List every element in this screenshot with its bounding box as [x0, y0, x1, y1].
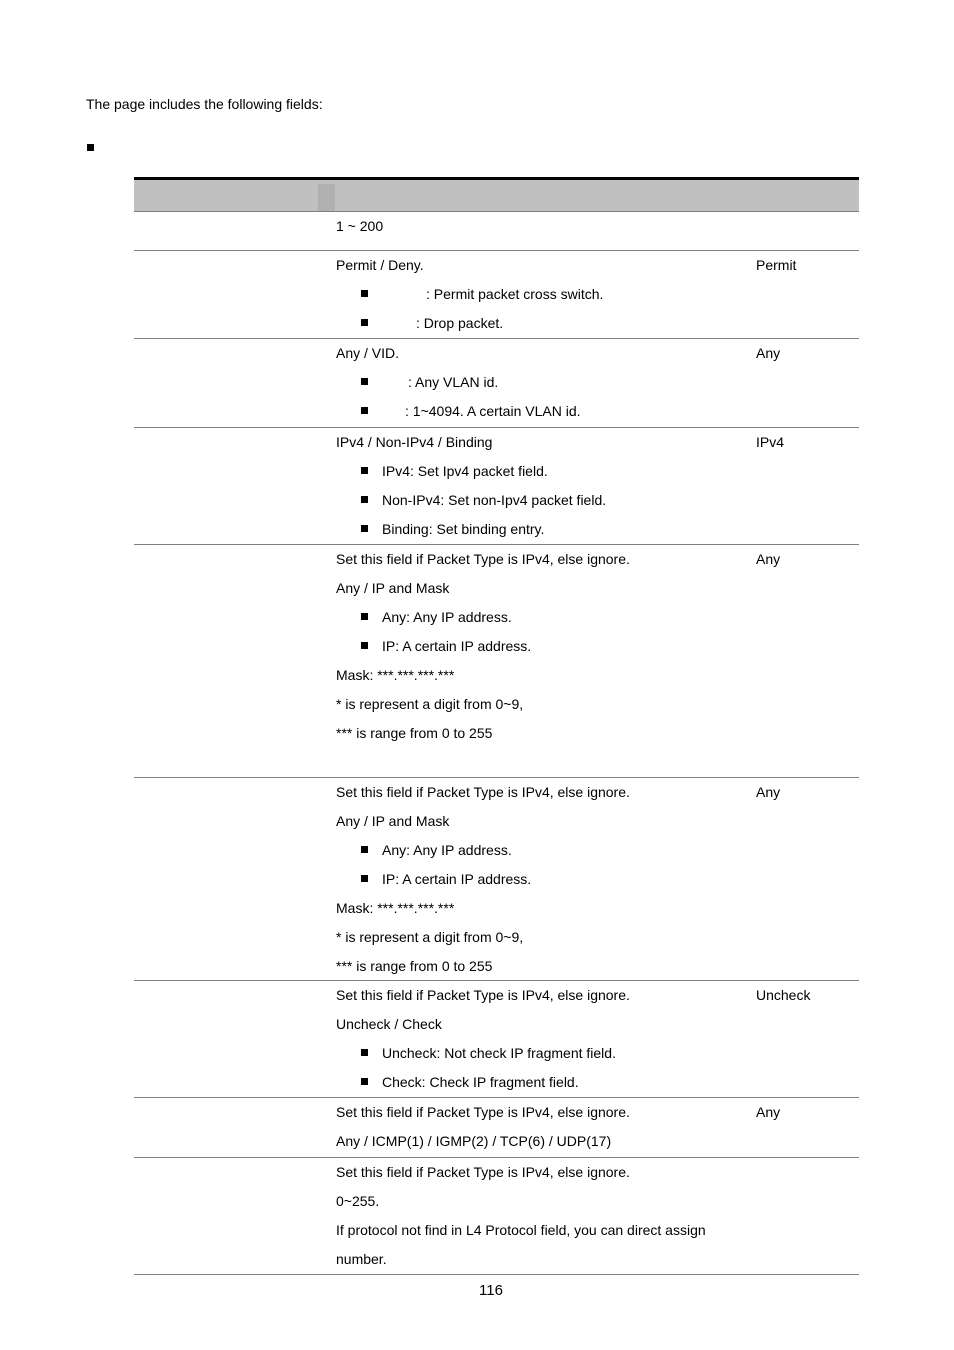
bullet-text: Non-IPv4: Set non-Ipv4 packet field. [382, 492, 607, 508]
bullet-text: IP: A certain IP address. [382, 638, 532, 654]
bullet-text: Binding: Set binding entry. [382, 521, 545, 537]
description-line: Mask: ***.***.***.*** [336, 667, 455, 683]
square-bullet-icon [361, 407, 368, 414]
description-line: number. [336, 1251, 387, 1267]
row-description [336, 1164, 706, 1280]
bullet-text: : Permit packet cross switch. [426, 286, 604, 302]
square-bullet-icon [361, 496, 368, 503]
row-default-value: IPv4 [756, 434, 785, 450]
description-line: Any / VID. [336, 345, 400, 361]
row-description [336, 218, 383, 247]
row-default-value: Any [756, 1104, 781, 1120]
bullet-item [336, 638, 630, 667]
square-bullet-icon [361, 467, 368, 474]
table-row [134, 545, 859, 778]
square-bullet-icon [361, 1078, 368, 1085]
row-description [336, 434, 606, 550]
square-bullet-icon [361, 846, 368, 853]
bullet-text: Check: Check IP fragment field. [382, 1074, 579, 1090]
row-default-value: Any [756, 345, 781, 361]
row-default-value: Permit [756, 257, 797, 273]
bullet-text: Uncheck: Not check IP fragment field. [382, 1045, 616, 1061]
description-line: Set this field if Packet Type is IPv4, else ignore. [336, 784, 630, 800]
description-line: *** is range from 0 to 255 [336, 958, 493, 974]
page-number: 116 [479, 1282, 503, 1299]
description-line: 0~255. [336, 1193, 380, 1209]
table-row [134, 339, 859, 428]
square-bullet-icon [361, 290, 368, 297]
bullet-item [336, 492, 606, 521]
row-description [336, 1104, 630, 1162]
description-line: *** is range from 0 to 255 [336, 725, 493, 741]
row-description [336, 257, 603, 344]
row-default-value: Uncheck [756, 987, 811, 1003]
intro-text: The page includes the following fields: [86, 96, 323, 112]
description-line: Any / ICMP(1) / IGMP(2) / TCP(6) / UDP(17) [336, 1133, 612, 1149]
square-bullet-icon [361, 875, 368, 882]
table-row [134, 212, 859, 251]
description-line: Uncheck / Check [336, 1016, 442, 1032]
bullet-item [336, 463, 606, 492]
fields-table [134, 177, 859, 1275]
bullet-item [336, 609, 630, 638]
description-line: Any / IP and Mask [336, 580, 450, 596]
table-body [134, 212, 859, 1275]
row-description [336, 551, 630, 783]
row-description [336, 784, 630, 987]
square-bullet-icon [361, 642, 368, 649]
table-header [134, 180, 859, 212]
square-bullet-icon [361, 319, 368, 326]
bullet-item [336, 374, 581, 403]
bullet-text: IPv4: Set Ipv4 packet field. [382, 463, 548, 479]
section-bullet-icon [87, 144, 94, 151]
description-line: * is represent a digit from 0~9, [336, 696, 524, 712]
description-line: Set this field if Packet Type is IPv4, else ignore. [336, 987, 630, 1003]
description-line: Set this field if Packet Type is IPv4, else ignore. [336, 1104, 630, 1120]
bullet-text: : Any VLAN id. [408, 374, 499, 390]
description-line: If protocol not find in L4 Protocol field, you can direct assign [336, 1222, 706, 1238]
row-description [336, 345, 581, 432]
square-bullet-icon [361, 525, 368, 532]
description-line: Mask: ***.***.***.*** [336, 900, 455, 916]
row-default-value: Any [756, 784, 781, 800]
bullet-item [336, 871, 630, 900]
bullet-text: : 1~4094. A certain VLAN id. [405, 403, 581, 419]
description-line: * is represent a digit from 0~9, [336, 929, 524, 945]
table-row [134, 251, 859, 339]
table-row [134, 428, 859, 545]
description-line: IPv4 / Non-IPv4 / Binding [336, 434, 493, 450]
description-line: Any / IP and Mask [336, 813, 450, 829]
bullet-item [336, 286, 603, 315]
bullet-text: Any: Any IP address. [382, 842, 512, 858]
table-row [134, 981, 859, 1098]
bullet-item [336, 842, 630, 871]
row-description [336, 987, 630, 1103]
bullet-text: Any: Any IP address. [382, 609, 512, 625]
bullet-text: : Drop packet. [416, 315, 504, 331]
description-line: Set this field if Packet Type is IPv4, else ignore. [336, 551, 630, 567]
description-line: Permit / Deny. [336, 257, 424, 273]
header-column-separator [318, 184, 335, 211]
bullet-text: IP: A certain IP address. [382, 871, 532, 887]
bullet-item [336, 1045, 630, 1074]
square-bullet-icon [361, 378, 368, 385]
table-row [134, 778, 859, 981]
square-bullet-icon [361, 1049, 368, 1056]
table-row [134, 1098, 859, 1158]
row-default-value: Any [756, 551, 781, 567]
square-bullet-icon [361, 613, 368, 620]
table-row [134, 1158, 859, 1275]
description-line: 1 ~ 200 [336, 218, 384, 234]
description-line: Set this field if Packet Type is IPv4, else ignore. [336, 1164, 630, 1180]
